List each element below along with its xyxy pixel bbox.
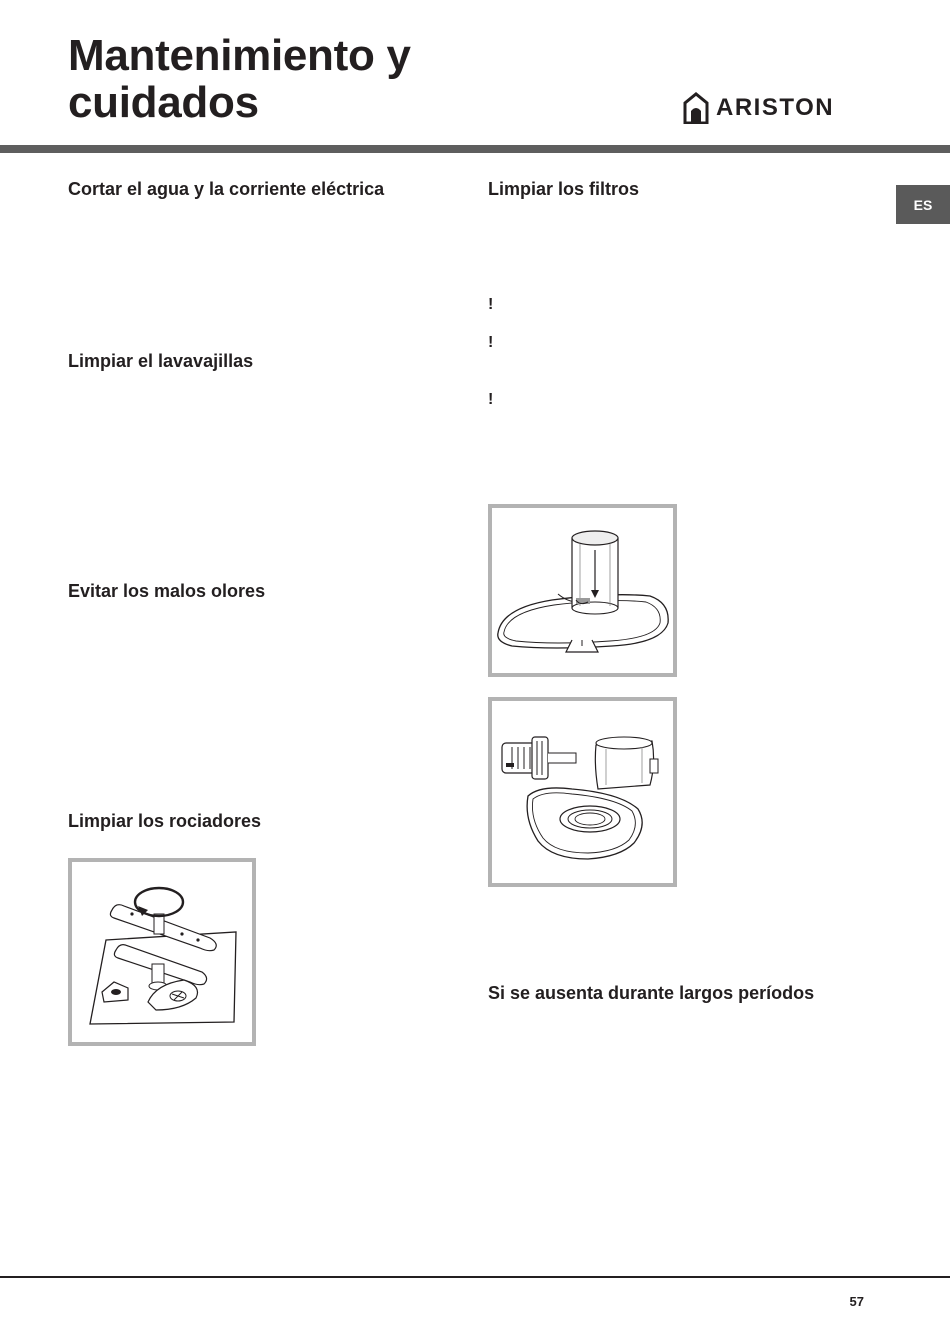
header-rule <box>0 145 950 153</box>
page-title-line-1: Mantenimiento y <box>68 31 411 80</box>
warning-mark: ! <box>488 391 494 408</box>
spray-arms-illustration <box>72 862 252 1042</box>
heading-clean-dishwasher: Limpiar el lavavajillas <box>68 351 254 371</box>
spray-arms-figure <box>68 858 256 1046</box>
page-title <box>68 32 411 126</box>
filter-disassembled-figure <box>488 697 677 887</box>
heading-clean-sprayers: Limpiar los rociadores <box>68 811 262 831</box>
filter-assembled-figure <box>488 504 677 677</box>
page-number: 57 <box>849 1294 864 1309</box>
footer-rule <box>0 1276 950 1278</box>
heading-long-absence: Si se ausenta durante largos períodos <box>488 983 815 1003</box>
heading-avoid-odors: Evitar los malos olores <box>68 581 266 601</box>
filter-disassembled-illustration <box>492 701 673 883</box>
ariston-logo <box>683 92 868 124</box>
filter-assembled-illustration <box>492 508 673 673</box>
language-tab: ES <box>896 185 950 224</box>
heading-cut-water-power: Cortar el agua y la corriente eléctrica <box>68 179 385 199</box>
brand-name: ARISTON <box>716 94 835 121</box>
warning-mark: ! <box>488 296 494 313</box>
house-logo-icon <box>683 92 709 124</box>
page-title-line-2: cuidados <box>68 78 259 127</box>
heading-clean-filters: Limpiar los filtros <box>488 179 640 199</box>
warning-mark: ! <box>488 334 494 351</box>
